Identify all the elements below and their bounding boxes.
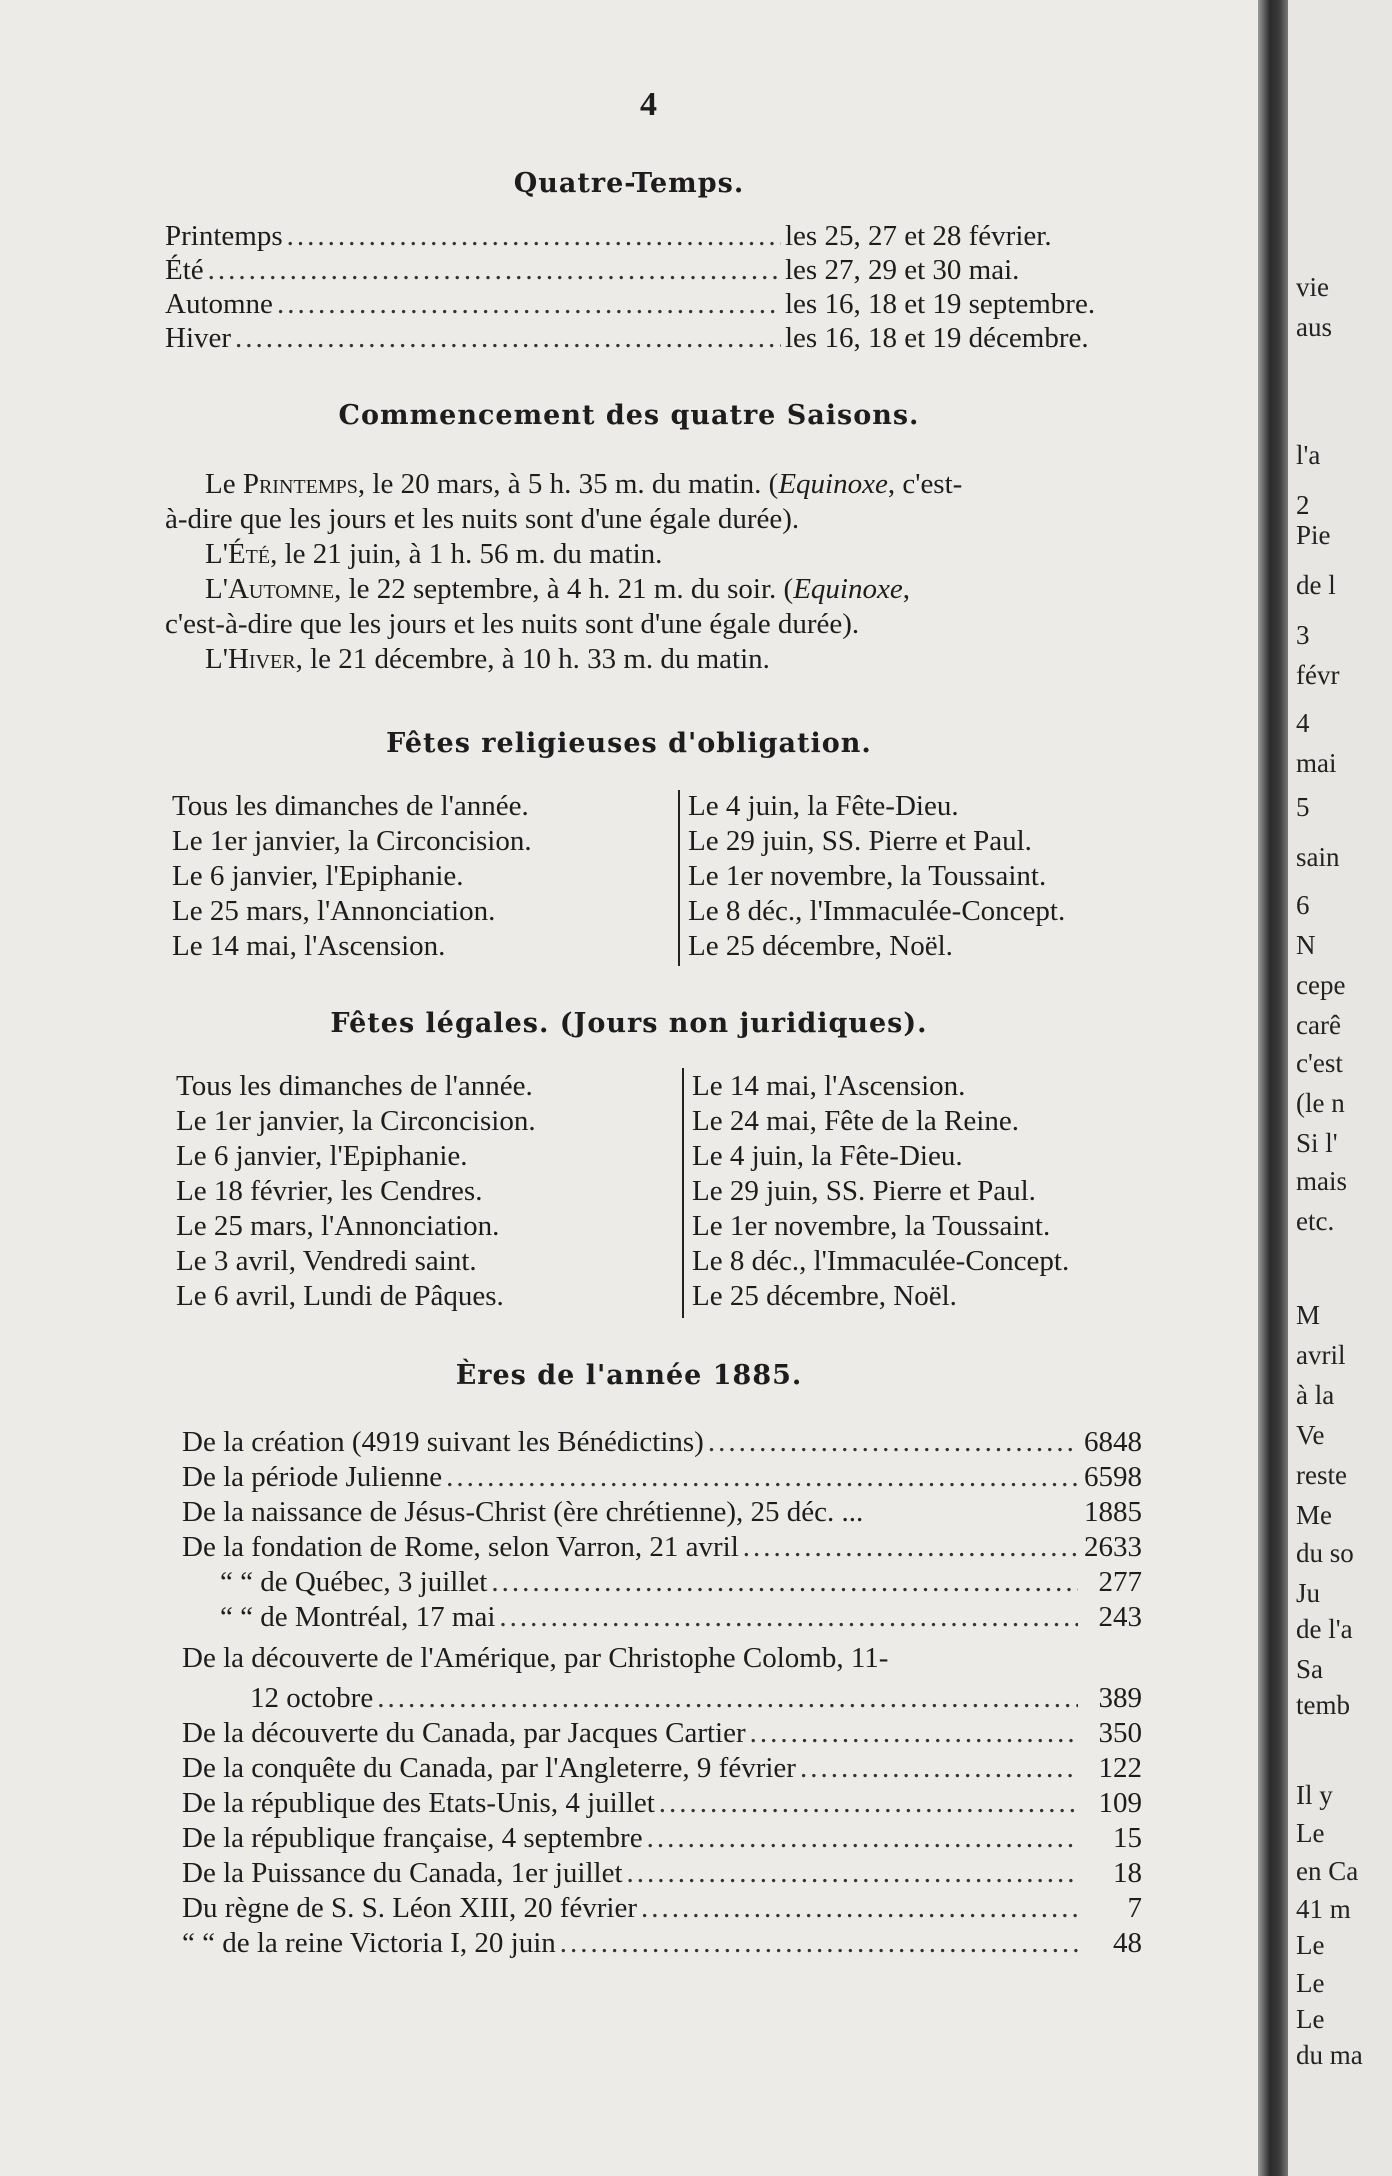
fete-legale-right-item: Le 4 juin, la Fête-Dieu. (692, 1140, 963, 1172)
adjacent-page-fragment: aus (1296, 312, 1332, 342)
fete-legale-left-item: Le 1er janvier, la Circoncision. (176, 1105, 536, 1137)
adjacent-page-fragment: Si l' (1296, 1128, 1338, 1158)
adjacent-page-fragment: Il y (1296, 1780, 1333, 1810)
adjacent-page-fragment: (le n (1296, 1088, 1345, 1118)
ere-year: 15 (1113, 1822, 1142, 1854)
ere-row (182, 1533, 1142, 1562)
fetes-religieuses-heading: Fêtes religieuses d'obligation. (386, 728, 872, 759)
fete-left-item: Le 25 mars, l'Annonciation. (172, 895, 496, 927)
page-number: 4 (640, 86, 657, 123)
fete-legale-left-item: Le 3 avril, Vendredi saint. (176, 1245, 477, 1277)
adjacent-page-fragment: 2 (1296, 490, 1310, 520)
adjacent-page-fragment: févr (1296, 660, 1340, 690)
ere-row (182, 1498, 1142, 1527)
season-name: Hiver (165, 322, 232, 354)
ere-year: 7 (1127, 1892, 1142, 1924)
fete-right-item: Le 8 déc., l'Immaculée-Concept. (688, 895, 1066, 927)
fete-legale-left-item: Le 6 avril, Lundi de Pâques. (176, 1280, 504, 1312)
ere-row (182, 1789, 1142, 1818)
ere-row (182, 1894, 1142, 1923)
ere-year: 243 (1098, 1601, 1142, 1633)
adjacent-page-fragment: 3 (1296, 620, 1310, 650)
adjacent-page-fragment: vie (1296, 272, 1329, 302)
ere-label: “ “ de Montréal, 17 mai (220, 1601, 496, 1633)
adjacent-page-fragment: de l'a (1296, 1614, 1353, 1644)
quatre-temps-row (165, 290, 1180, 319)
saison-line: Le Printemps, le 20 mars, à 5 h. 35 m. du matin. (Equinoxe, c'est- (205, 468, 963, 500)
adjacent-page-fragment: avril (1296, 1340, 1346, 1370)
ere-year: 1885 (1084, 1496, 1142, 1528)
adjacent-page-fragment: Ju (1296, 1578, 1321, 1608)
adjacent-page-fragment: 41 m (1296, 1894, 1351, 1924)
ere-row (182, 1603, 1142, 1632)
ere-year: 277 (1098, 1566, 1142, 1598)
ere-row (182, 1754, 1142, 1783)
adjacent-page-fragment: cepe (1296, 970, 1346, 1000)
fete-legale-right-item: Le 25 décembre, Noël. (692, 1280, 957, 1312)
ere-row (182, 1644, 1142, 1673)
eres-heading: Ères de l'année 1885. (455, 1360, 803, 1391)
quatre-temps-row (165, 324, 1180, 353)
adjacent-page-fragment: 6 (1296, 890, 1310, 920)
ere-label: 12 octobre (250, 1682, 374, 1714)
column-divider (682, 1068, 684, 1318)
ere-row (182, 1824, 1142, 1853)
ere-label: De la découverte de l'Amérique, par Christophe Colomb, 11- (182, 1642, 889, 1674)
adjacent-page-edge (1288, 0, 1392, 2176)
season-name: Automne (165, 288, 273, 320)
fete-right-item: Le 1er novembre, la Toussaint. (688, 860, 1047, 892)
season-dates: les 16, 18 et 19 décembre. (785, 322, 1089, 354)
ere-year: 2633 (1084, 1531, 1142, 1563)
ere-year: 350 (1098, 1717, 1142, 1749)
ere-label: “ “ de la reine Victoria I, 20 juin (182, 1927, 556, 1959)
ere-row (182, 1719, 1142, 1748)
ere-label: De la fondation de Rome, selon Varron, 21 avril (182, 1531, 739, 1563)
quatre-temps-row (165, 256, 1180, 285)
adjacent-page-fragment: reste (1296, 1460, 1347, 1490)
ere-label: De la naissance de Jésus-Christ (ère chrétienne), 25 déc. ... (182, 1496, 864, 1528)
fete-legale-right-item: Le 29 juin, SS. Pierre et Paul. (692, 1175, 1036, 1207)
adjacent-page-fragment: Le (1296, 1968, 1325, 1998)
adjacent-page-fragment: de l (1296, 570, 1336, 600)
ere-label: De la république française, 4 septembre (182, 1822, 643, 1854)
adjacent-page-fragment: 4 (1296, 708, 1310, 738)
adjacent-page-fragment: Sa (1296, 1654, 1323, 1684)
adjacent-page-fragment: en Ca (1296, 1856, 1359, 1886)
adjacent-page-fragment: Pie (1296, 520, 1331, 550)
fete-legale-left-item: Le 6 janvier, l'Epiphanie. (176, 1140, 468, 1172)
fetes-legales-heading: Fêtes légales. (Jours non juridiques). (330, 1008, 928, 1039)
fete-right-item: Le 29 juin, SS. Pierre et Paul. (688, 825, 1032, 857)
ere-year: 6598 (1084, 1461, 1142, 1493)
ere-year: 48 (1113, 1927, 1142, 1959)
adjacent-page-fragment: c'est (1296, 1048, 1343, 1078)
ere-year: 109 (1098, 1787, 1142, 1819)
adjacent-page-fragment: Le (1296, 2004, 1325, 2034)
adjacent-page-fragment: temb (1296, 1690, 1350, 1720)
adjacent-page-fragment: 5 (1296, 792, 1310, 822)
ere-row (182, 1929, 1142, 1958)
saison-line: L'Été, le 21 juin, à 1 h. 56 m. du matin. (205, 538, 663, 570)
fete-legale-right-item: Le 1er novembre, la Toussaint. (692, 1210, 1051, 1242)
ere-label: “ “ de Québec, 3 juillet (220, 1566, 488, 1598)
fete-legale-right-item: Le 24 mai, Fête de la Reine. (692, 1105, 1019, 1137)
fete-legale-right-item: Le 14 mai, l'Ascension. (692, 1070, 966, 1102)
ere-row (182, 1859, 1142, 1888)
ere-label: De la création (4919 suivant les Bénédictins) (182, 1426, 704, 1458)
adjacent-page-fragment: Le (1296, 1930, 1325, 1960)
adjacent-page-fragment: Me (1296, 1500, 1332, 1530)
ere-year: 389 (1098, 1682, 1142, 1714)
ere-label: De la Puissance du Canada, 1er juillet (182, 1857, 623, 1889)
fete-legale-right-item: Le 8 déc., l'Immaculée-Concept. (692, 1245, 1070, 1277)
fete-left-item: Le 1er janvier, la Circoncision. (172, 825, 532, 857)
adjacent-page-fragment: Le (1296, 1818, 1325, 1848)
season-name: Printemps (165, 220, 283, 252)
leader-dots (208, 256, 781, 285)
fete-right-item: Le 25 décembre, Noël. (688, 930, 953, 962)
ere-year: 6848 (1084, 1426, 1142, 1458)
adjacent-page-fragment: du ma (1296, 2040, 1363, 2070)
leader-dots (277, 290, 781, 319)
saison-line: L'Hiver, le 21 décembre, à 10 h. 33 m. du matin. (205, 643, 770, 675)
adjacent-page-fragment: etc. (1296, 1206, 1335, 1236)
season-dates: les 16, 18 et 19 septembre. (785, 288, 1096, 320)
season-dates: les 27, 29 et 30 mai. (785, 254, 1020, 286)
adjacent-page-fragment: l'a (1296, 440, 1321, 470)
saison-line: à-dire que les jours et les nuits sont d'une égale durée). (165, 503, 800, 535)
fete-right-item: Le 4 juin, la Fête-Dieu. (688, 790, 959, 822)
season-name: Été (165, 254, 204, 286)
saisons-heading: Commencement des quatre Saisons. (338, 400, 920, 431)
adjacent-page-fragment: mais (1296, 1166, 1347, 1196)
ere-label: Du règne de S. S. Léon XIII, 20 février (182, 1892, 637, 1924)
ere-year: 18 (1113, 1857, 1142, 1889)
adjacent-page-fragment: à la (1296, 1380, 1335, 1410)
adjacent-page-fragment: mai (1296, 748, 1337, 778)
adjacent-page-fragment: carê (1296, 1010, 1341, 1040)
adjacent-page-fragment: sain (1296, 842, 1340, 872)
leader-dots (235, 324, 781, 353)
ere-row (182, 1684, 1142, 1713)
ere-row (182, 1568, 1142, 1597)
book-gutter (1258, 0, 1288, 2176)
adjacent-page-fragment: M (1296, 1300, 1321, 1330)
saison-line: c'est-à-dire que les jours et les nuits sont d'une égale durée). (165, 608, 860, 640)
fete-left-item: Le 6 janvier, l'Epiphanie. (172, 860, 464, 892)
leader-dots (287, 222, 781, 251)
ere-label: De la république des Etats-Unis, 4 juillet (182, 1787, 655, 1819)
ere-label: De la période Julienne (182, 1461, 443, 1493)
quatre-temps-heading: Quatre-Temps. (513, 168, 745, 199)
column-divider (678, 790, 680, 966)
fete-left-item: Le 14 mai, l'Ascension. (172, 930, 446, 962)
fete-legale-left-item: Le 18 février, les Cendres. (176, 1175, 483, 1207)
adjacent-page-fragment: du so (1296, 1538, 1354, 1568)
ere-year: 122 (1098, 1752, 1142, 1784)
ere-label: De la découverte du Canada, par Jacques Cartier (182, 1717, 746, 1749)
ere-row (182, 1428, 1142, 1457)
ere-label: De la conquête du Canada, par l'Angleterre, 9 février (182, 1752, 796, 1784)
saison-line: L'Automne, le 22 septembre, à 4 h. 21 m. du soir. (Equinoxe, (205, 573, 910, 605)
quatre-temps-row (165, 222, 1180, 251)
ere-row (182, 1463, 1142, 1492)
fete-legale-left-item: Le 25 mars, l'Annonciation. (176, 1210, 500, 1242)
adjacent-page-fragment: N (1296, 930, 1316, 960)
adjacent-page-fragment: Ve (1296, 1420, 1325, 1450)
fete-left-item: Tous les dimanches de l'année. (172, 790, 529, 822)
fete-legale-left-item: Tous les dimanches de l'année. (176, 1070, 533, 1102)
season-dates: les 25, 27 et 28 février. (785, 220, 1052, 252)
